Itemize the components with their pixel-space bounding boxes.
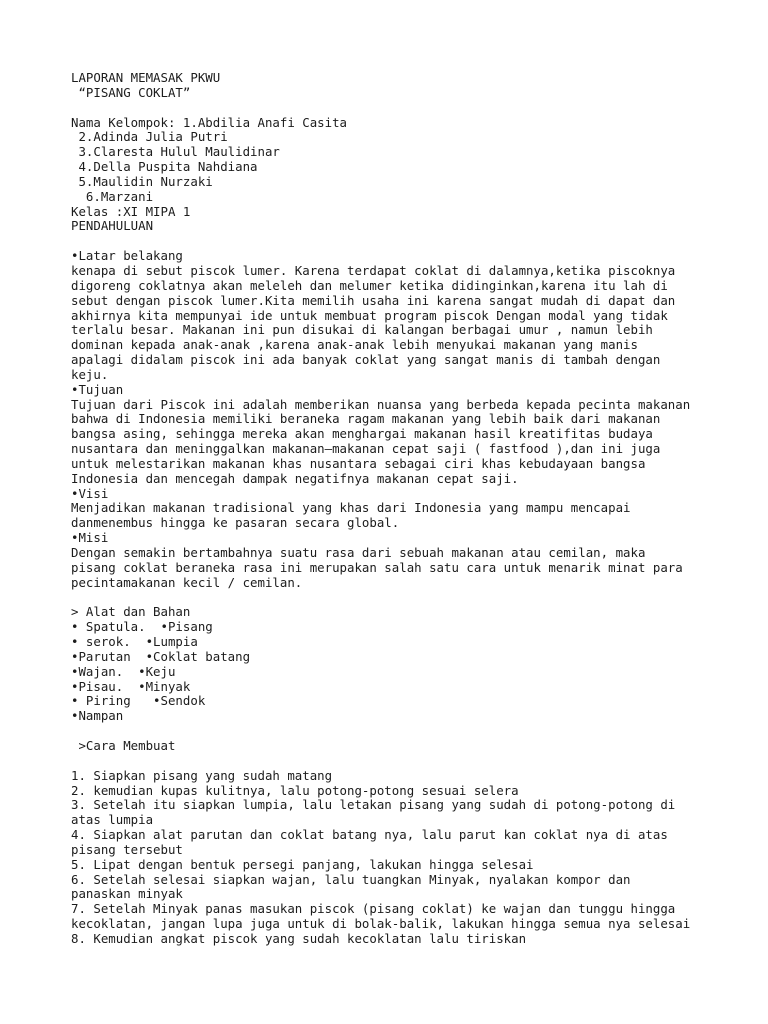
mission-section — [71, 531, 761, 590]
section-heading: •Latar belakang — [71, 248, 183, 264]
member-line: 2.Adinda Julia Putri — [71, 129, 228, 145]
step-line: 4. Siapkan alat parutan dan coklat batang nya, lalu parut kan coklat nya di atas — [71, 827, 668, 843]
step-line: 5. Lipat dengan bentuk persegi panjang, lakukan hingga selesai — [71, 856, 534, 872]
paragraph-line: digoreng coklatnya akan meleleh dan melumer ketika didinginkan,karena itu lah di — [71, 277, 668, 293]
spacer — [71, 591, 761, 606]
step-line: 6. Setelah selesai siapkan wajan, lalu tuangkan Minyak, nyalakan kompor dan — [71, 871, 631, 887]
class-line: Kelas :XI MIPA 1 — [71, 203, 191, 219]
paragraph-line: keju. — [71, 366, 109, 382]
step-line: panaskan minyak — [71, 886, 183, 902]
paragraph-line: danmenembus hingga ke pasaran secara global. — [71, 515, 400, 531]
paragraph-line: untuk melestarikan makanan khas nusantara sebagai ciri khas kebudayaan bangsa — [71, 455, 646, 471]
paragraph-line: dominan kepada anak-anak ,karena anak-anak lebih menyukai makanan yang manis — [71, 337, 638, 353]
document-title: LAPORAN MEMASAK PKWU — [71, 70, 221, 85]
list-item: •Nampan — [71, 708, 124, 724]
spacer — [71, 754, 761, 769]
paragraph-line: pisang coklat beraneka rasa ini merupakan salah satu cara untuk menarik minat para — [71, 559, 683, 575]
section-heading: •Visi — [71, 485, 109, 501]
list-item: • Spatula. •Pisang — [71, 619, 213, 635]
paragraph-line: akhirnya kita mempunyai ide untuk membuat program piscok Dengan modal yang tidak — [71, 307, 668, 323]
step-line: 3. Setelah itu siapkan lumpia, lalu letakan pisang yang sudah di potong-potong di — [71, 797, 676, 813]
section-heading: >Cara Membuat — [71, 737, 176, 753]
paragraph-line: Tujuan dari Piscok ini adalah memberikan nuansa yang berbeda kepada pecinta makanan — [71, 396, 691, 412]
step-line: 8. Kemudian angkat piscok yang sudah kecoklatan lalu tiriskan — [71, 930, 527, 946]
member-line: 4.Della Puspita Nahdiana — [71, 159, 258, 175]
spacer — [71, 724, 761, 739]
paragraph-line: kenapa di sebut piscok lumer. Karena terdapat coklat di dalamnya,ketika piscoknya — [71, 262, 676, 278]
section-heading: •Tujuan — [71, 381, 124, 397]
paragraph-line: Menjadikan makanan tradisional yang khas dari Indonesia yang mampu mencapai — [71, 500, 631, 516]
list-item: •Wajan. •Keju — [71, 663, 176, 679]
spacer — [71, 234, 761, 249]
intro-heading: PENDAHULUAN — [71, 218, 154, 234]
background-section — [71, 249, 761, 383]
vision-section — [71, 487, 761, 532]
goal-section — [71, 383, 761, 487]
spacer — [71, 101, 761, 116]
member-line: 5.Maulidin Nurzaki — [71, 173, 213, 189]
paragraph-line: sebut dengan piscok lumer.Kita memilih usaha ini karena sangat mudah di dapat dan — [71, 292, 676, 308]
paragraph-line: Dengan semakin bertambahnya suatu rasa dari sebuah makanan atau cemilan, maka — [71, 545, 646, 560]
paragraph-line: bahwa di Indonesia memiliki beraneka ragam makanan yang lebih baik dari makanan — [71, 411, 661, 427]
document-subtitle: “PISANG COKLAT” — [71, 84, 191, 100]
step-line: 1. Siapkan pisang yang sudah matang — [71, 767, 333, 783]
step-line: atas lumpia — [71, 812, 154, 828]
step-line: 7. Setelah Minyak panas masukan piscok (pisang coklat) ke wajan dan tunggu hingga — [71, 901, 676, 917]
paragraph-line: apalagi didalam piscok ini ada banyak coklat yang sangat manis di tambah dengan — [71, 352, 661, 368]
paragraph-line: Indonesia dan mencegah dampak negatifnya makanan cepat saji. — [71, 470, 519, 486]
method-section — [71, 739, 761, 947]
member-line: Nama Kelompok: 1.Abdilia Anafi Casita — [71, 114, 348, 130]
paragraph-line: bangsa asing, sehingga mereka akan menghargai makanan hasil kreatifitas budaya — [71, 426, 653, 442]
tools-section — [71, 605, 761, 724]
section-heading: > Alat dan Bahan — [71, 604, 191, 620]
step-line: pisang tersebut — [71, 841, 183, 857]
paragraph-line: terlalu besar. Makanan ini pun disukai di kalangan berbagai umur , namun lebih — [71, 322, 653, 338]
list-item: •Pisau. •Minyak — [71, 678, 191, 694]
paragraph-line: nusantara dan meninggalkan makanan–makanan cepat saji ( fastfood ),dan ini juga — [71, 441, 661, 457]
member-line: 6.Marzani — [71, 188, 154, 204]
paragraph-line: pecintamakanan kecil / cemilan. — [71, 574, 303, 590]
document-body — [71, 71, 761, 947]
list-item: • Piring •Sendok — [71, 693, 206, 709]
list-item: • serok. •Lumpia — [71, 634, 198, 650]
members-list — [71, 116, 761, 205]
member-line: 3.Claresta Hulul Maulidinar — [71, 144, 280, 160]
step-line: 2. kemudian kupas kulitnya, lalu potong-potong sesuai selera — [71, 782, 519, 798]
section-heading: •Misi — [71, 530, 109, 546]
step-line: kecoklatan, jangan lupa juga untuk di bolak-balik, lakukan hingga semua nya selesai — [71, 916, 691, 932]
list-item: •Parutan •Coklat batang — [71, 648, 251, 664]
